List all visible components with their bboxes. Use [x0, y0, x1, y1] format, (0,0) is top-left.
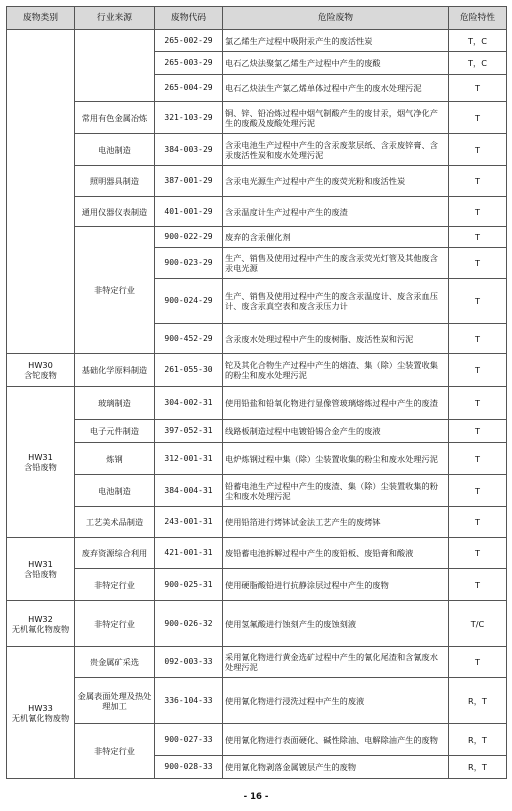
- waste-cell: 生产、销售及使用过程中产生的废含汞温度计、废含汞血压计、废含汞真空表和废含汞压力计: [223, 279, 449, 324]
- waste-cell: 含汞电光源生产过程中产生的废荧光粉和废活性炭: [223, 166, 449, 197]
- hazard-cell: T: [449, 354, 507, 387]
- code-cell: 387-001-29: [155, 166, 223, 197]
- waste-cell: 使用硬脂酸铅进行抗静涂层过程中产生的废物: [223, 569, 449, 601]
- code-cell: 092-003-33: [155, 647, 223, 678]
- code-cell: 384-004-31: [155, 475, 223, 507]
- hazard-cell: T: [449, 443, 507, 475]
- table-row: [7, 443, 507, 475]
- hazard-cell: T: [449, 507, 507, 538]
- header-source: 行业来源: [75, 7, 155, 30]
- table-row: [7, 601, 507, 647]
- source-cell: 电池制造: [75, 475, 155, 507]
- hazard-cell: T: [449, 227, 507, 248]
- code-cell: 900-023-29: [155, 248, 223, 279]
- hazard-cell: T: [449, 569, 507, 601]
- hazard-cell: T: [449, 647, 507, 678]
- waste-cell: 含汞废水处理过程中产生的废树脂、废活性炭和污泥: [223, 324, 449, 354]
- table-row: [7, 569, 507, 601]
- category-cell: [7, 30, 75, 354]
- waste-cell: 含汞温度计生产过程中产生的废渣: [223, 197, 449, 227]
- waste-cell: 铜、锌、铅冶炼过程中烟气制酸产生的废甘汞，烟气净化产生的废酸及废酸处理污泥: [223, 102, 449, 134]
- waste-cell: 废弃的含汞催化剂: [223, 227, 449, 248]
- table-row: [7, 420, 507, 443]
- source-cell: 非特定行业: [75, 569, 155, 601]
- category-cell: HW33 无机氰化物废物: [7, 647, 75, 779]
- code-cell: 900-025-31: [155, 569, 223, 601]
- hazard-cell: T，C: [449, 52, 507, 75]
- hazard-cell: T: [449, 538, 507, 569]
- waste-cell: 电石乙炔法生产氯乙烯单体过程中产生的废水处理污泥: [223, 75, 449, 102]
- code-cell: 384-003-29: [155, 134, 223, 166]
- table-row: [7, 227, 507, 248]
- hazard-cell: T: [449, 197, 507, 227]
- table-row: [7, 507, 507, 538]
- source-cell: 炼钢: [75, 443, 155, 475]
- table-row: [7, 475, 507, 507]
- source-cell: 工艺美术品制造: [75, 507, 155, 538]
- source-cell: 非特定行业: [75, 601, 155, 647]
- hazard-cell: T: [449, 134, 507, 166]
- waste-cell: 使用铅箔进行烤钵试金法工艺产生的废烤钵: [223, 507, 449, 538]
- table-row: [7, 134, 507, 166]
- code-cell: 265-004-29: [155, 75, 223, 102]
- hazard-cell: T: [449, 387, 507, 420]
- waste-cell: 氯乙烯生产过程中吸附汞产生的废活性炭: [223, 30, 449, 52]
- waste-cell: 线路板制造过程中电镀铅锡合金产生的废液: [223, 420, 449, 443]
- source-cell: 基础化学原料制造: [75, 354, 155, 387]
- hazard-cell: T: [449, 475, 507, 507]
- category-cell: HW32 无机氟化物废物: [7, 601, 75, 647]
- source-cell: 照明器具制造: [75, 166, 155, 197]
- source-cell: 金属表面处理及热处理加工: [75, 678, 155, 724]
- code-cell: 304-002-31: [155, 387, 223, 420]
- waste-cell: 废铅蓄电池拆解过程中产生的废铅板、废铅膏和酸液: [223, 538, 449, 569]
- hazard-cell: T，C: [449, 30, 507, 52]
- code-cell: 900-028-33: [155, 756, 223, 779]
- table-row: [7, 724, 507, 756]
- waste-cell: 铊及其化合物生产过程中产生的熔渣、集（除）尘装置收集的粉尘和废水处理污泥: [223, 354, 449, 387]
- code-cell: 900-026-32: [155, 601, 223, 647]
- waste-cell: 含汞电池生产过程中产生的含汞废浆层纸、含汞废锌膏、含汞废活性炭和废水处理污泥: [223, 134, 449, 166]
- table-row: [7, 678, 507, 724]
- code-cell: 312-001-31: [155, 443, 223, 475]
- hazard-cell: R，T: [449, 724, 507, 756]
- header-code: 废物代码: [155, 7, 223, 30]
- source-cell: 通用仪器仪表制造: [75, 197, 155, 227]
- hazard-cell: T: [449, 166, 507, 197]
- waste-cell: 铅蓄电池生产过程中产生的废渣、集（除）尘装置收集的粉尘和废水处理污泥: [223, 475, 449, 507]
- page-number: - 16 -: [243, 792, 269, 802]
- code-cell: 900-024-29: [155, 279, 223, 324]
- source-cell: 非特定行业: [75, 724, 155, 779]
- table-header-row: [7, 7, 507, 30]
- waste-cell: 电石乙炔法聚氯乙烯生产过程中产生的废酸: [223, 52, 449, 75]
- waste-cell: 使用氰化物进行浸洗过程中产生的废液: [223, 678, 449, 724]
- category-cell: HW30 含铊废物: [7, 354, 75, 387]
- code-cell: 243-001-31: [155, 507, 223, 538]
- code-cell: 321-103-29: [155, 102, 223, 134]
- table-row: [7, 166, 507, 197]
- waste-cell: 电炉炼钢过程中集（除）尘装置收集的粉尘和废水处理污泥: [223, 443, 449, 475]
- code-cell: 421-001-31: [155, 538, 223, 569]
- waste-cell: 使用氢氟酸进行蚀刻产生的废蚀刻液: [223, 601, 449, 647]
- header-hazard: 危险特性: [449, 7, 507, 30]
- waste-cell: 使用氰化物进行表面硬化、碱性除油、电解除油产生的废物: [223, 724, 449, 756]
- source-cell: 废弃资源综合利用: [75, 538, 155, 569]
- category-cell: HW31 含铅废物: [7, 387, 75, 538]
- source-cell: 电池制造: [75, 134, 155, 166]
- code-cell: 900-022-29: [155, 227, 223, 248]
- table-row: [7, 647, 507, 678]
- table-row: [7, 538, 507, 569]
- code-cell: 265-003-29: [155, 52, 223, 75]
- waste-cell: 采用氰化物进行黄金选矿过程中产生的氰化尾渣和含氰废水处理污泥: [223, 647, 449, 678]
- source-cell: 电子元件制造: [75, 420, 155, 443]
- category-cell: HW31 含铅废物: [7, 538, 75, 601]
- waste-cell: 使用氰化物剥落金属镀层产生的废物: [223, 756, 449, 779]
- table-row: [7, 197, 507, 227]
- table-row: [7, 102, 507, 134]
- source-cell: 玻璃制造: [75, 387, 155, 420]
- source-cell: 常用有色金属冶炼: [75, 102, 155, 134]
- table-row: [7, 387, 507, 420]
- code-cell: 401-001-29: [155, 197, 223, 227]
- code-cell: 265-002-29: [155, 30, 223, 52]
- hazard-cell: T: [449, 420, 507, 443]
- hazard-cell: T: [449, 248, 507, 279]
- hazard-cell: T: [449, 75, 507, 102]
- header-category: 废物类别: [7, 7, 75, 30]
- hazard-cell: T: [449, 324, 507, 354]
- waste-cell: 生产、销售及使用过程中产生的废含汞荧光灯管及其他废含汞电光源: [223, 248, 449, 279]
- hazard-cell: T: [449, 279, 507, 324]
- hazard-cell: T/C: [449, 601, 507, 647]
- code-cell: 900-452-29: [155, 324, 223, 354]
- hazardous-waste-table: [6, 6, 507, 779]
- source-cell: 非特定行业: [75, 227, 155, 354]
- source-cell: [75, 30, 155, 102]
- code-cell: 336-104-33: [155, 678, 223, 724]
- code-cell: 900-027-33: [155, 724, 223, 756]
- hazard-cell: R，T: [449, 756, 507, 779]
- waste-cell: 使用铅盐和铅氧化物进行显像管玻璃熔炼过程中产生的废渣: [223, 387, 449, 420]
- hazard-cell: T: [449, 102, 507, 134]
- code-cell: 261-055-30: [155, 354, 223, 387]
- table-row: [7, 354, 507, 387]
- source-cell: 贵金属矿采选: [75, 647, 155, 678]
- hazard-cell: R，T: [449, 678, 507, 724]
- code-cell: 397-052-31: [155, 420, 223, 443]
- header-waste: 危险废物: [223, 7, 449, 30]
- table-row: [7, 30, 507, 52]
